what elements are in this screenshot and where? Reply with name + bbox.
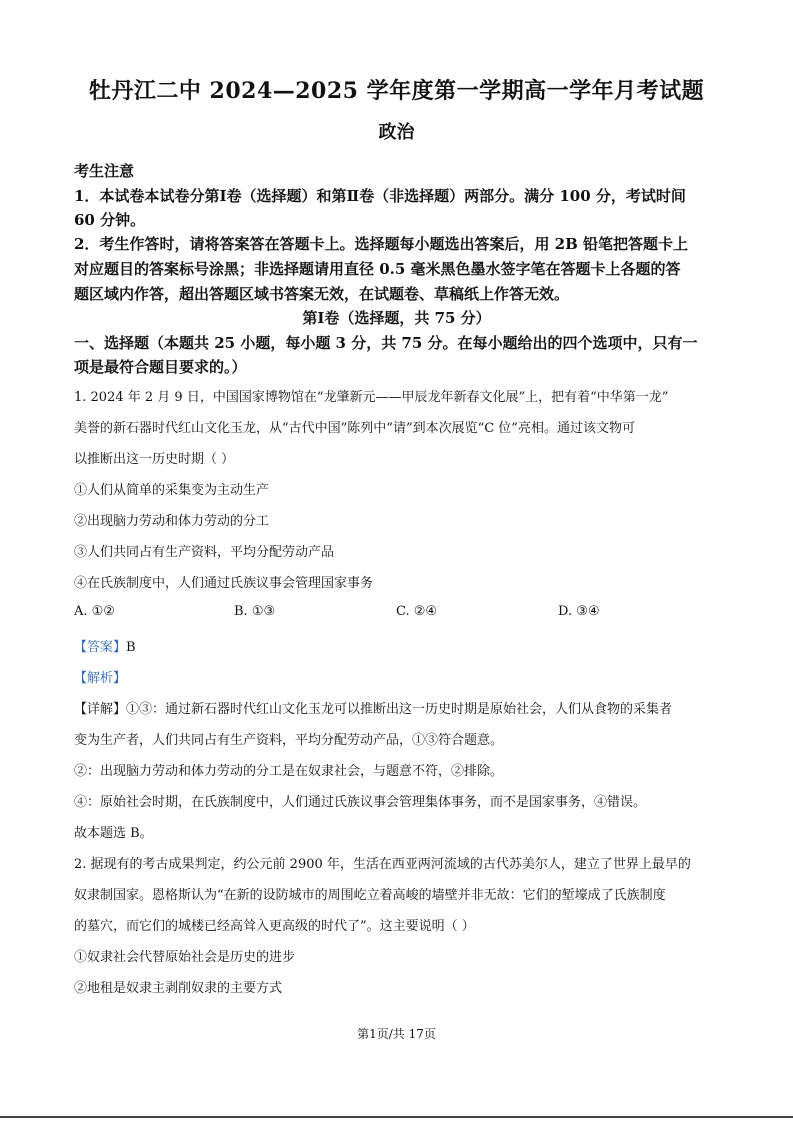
q1-conclusion: 故本题选 B。 [74,826,153,841]
exam-subject: 政治 [378,122,415,143]
q2-stem-line2: 奴隶制国家。恩格斯认为“在新的设防城市的周围屹立着高峻的墙壁并非无故：它们的堑壕成了氏族制度 [74,888,666,903]
q1-option-a: A. ①② [74,604,115,619]
q1-option-d: D. ③④ [558,604,600,619]
q1-option-c: C. ②④ [396,604,438,619]
notice-item2-line2: 对应题目的答案标号涂黑；非选择题请用直径 0.5 毫米黑色墨水签字笔在答题卡上各题的答 [74,260,681,278]
notice-item1-line1: 1．本试卷本试卷分第Ⅰ卷（选择题）和第Ⅱ卷（非选择题）两部分。满分 100 分，考试时间 [74,187,686,205]
notice-heading: 考生注意 [74,162,135,180]
q1-stem-line3: 以推断出这一历史时期（ ） [74,452,235,467]
q1-statement-2: ②出现脑力劳动和体力劳动的分工 [74,514,270,529]
q2-stem-line3: 的墓穴，而它们的城楼已经高耸入更高级的时代了”。这主要说明（ ） [74,919,475,934]
exam-title: 牡丹江二中 2024—2025 学年度第一学期高一学年月考试题 [88,78,705,104]
q2-stem-line1: 2. 据现有的考古成果判定，约公元前 2900 年，生活在西亚两河流域的古代苏美尔人，建立了世界上最早的 [74,857,691,872]
q1-statement-1: ①人们从简单的采集变为主动生产 [74,483,270,498]
q1-stem-line2: 美誉的新石器时代红山文化玉龙，从“古代中国”陈列中“请”到本次展览“C 位”亮相。通过该文物可 [74,421,635,436]
q1-statement-4: ④在氏族制度中，人们通过氏族议事会管理国家事务 [74,576,374,591]
q1-detail-line1 [74,698,672,717]
detail-text: ①③：通过新石器时代红山文化玉龙可以推断出这一历史时期是原始社会，人们从食物的采集者 [126,702,673,717]
section-intro-line1: 一、选择题（本题共 25 小题，每小题 3 分，共 75 分。在每小题给出的四个选项中，只有一 [74,334,698,352]
q1-detail-line4: ④：原始社会时期，在氏族制度中，人们通过氏族议事会管理集体事务，而不是国家事务，④错误。 [74,795,647,810]
notice-item2-line1: 2．考生作答时，请将答案答在答题卡上。选择题每小题选出答案后，用 2B 铅笔把答题卡上 [74,235,689,253]
answer-value: B [126,640,136,655]
bottom-divider [0,1116,793,1118]
q1-detail-line3: ②：出现脑力劳动和体力劳动的分工是在奴隶社会，与题意不符，②排除。 [74,764,504,779]
page-number: 第1页/共 17页 [357,1027,436,1041]
answer-tag: 【答案】 [74,640,127,655]
section-intro-line2: 项是最符合题目要求的。） [74,358,247,376]
q1-option-b: B. ①③ [234,604,276,619]
q2-statement-1: ①奴隶社会代替原始社会是历史的进步 [74,950,296,965]
analysis-tag: 【解析】 [74,671,127,686]
detail-tag: 【详解】 [74,702,127,717]
notice-item2-line3: 题区域内作答，超出答题区域书答案无效，在试题卷、草稿纸上作答无效。 [74,285,570,303]
q1-detail-line2: 变为生产者，人们共同占有生产资料，平均分配劳动产品，①③符合题意。 [74,733,504,748]
section-heading: 第Ⅰ卷（选择题，共 75 分） [302,309,491,327]
notice-item1-line2: 60 分钟。 [74,211,146,229]
q1-statement-3: ③人们共同占有生产资料，平均分配劳动产品 [74,545,335,560]
q1-answer-row [74,636,136,655]
q2-statement-2: ②地租是奴隶主剥削奴隶的主要方式 [74,981,283,996]
q1-stem-line1: 1. 2024 年 2 月 9 日，中国国家博物馆在“龙肇新元——甲辰龙年新春文化展”上，把有着“中华第一龙” [74,390,669,405]
